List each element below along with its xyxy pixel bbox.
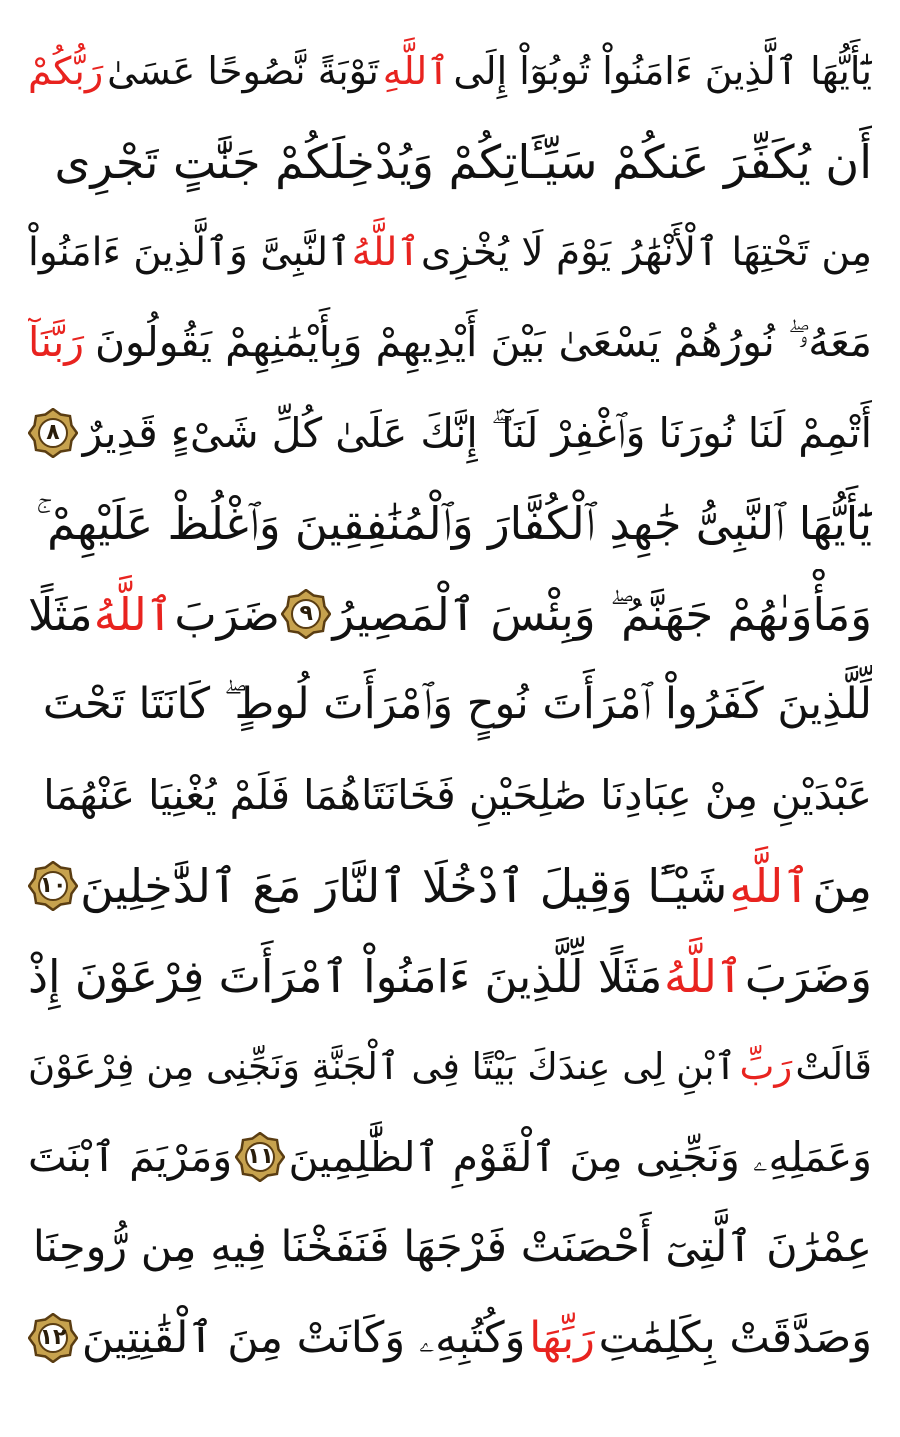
ayah-number-marker [28, 1313, 78, 1363]
verse-text: يَٰٓأَيُّهَا ٱلَّذِينَ ءَامَنُواْ تُوبُوٓاْ إِلَى [453, 49, 872, 94]
text-line [28, 931, 872, 1022]
text-line [28, 750, 872, 841]
ayah-number-marker [235, 1132, 285, 1182]
verse-text: مَثَلًا لِّلَّذِينَ ءَامَنُواْ ٱمْرَأَتَ فِرْعَوْنَ إِذْ [28, 949, 663, 1003]
verse-text: عِمْرَٰنَ ٱلَّتِىٓ أَحْصَنَتْ فَرْجَهَا فَنَفَخْنَا فِيهِ مِن رُّوحِنَا [32, 1222, 872, 1273]
verse-text: وَمَأْوَىٰهُمْ جَهَنَّمُ ۖ وَبِئْسَ ٱلْمَصِيرُ [332, 587, 872, 641]
highlighted-word: رَبَّنَآ [28, 318, 85, 367]
ayah-number: ٨ [46, 420, 60, 446]
verse-text: مِنَ [812, 858, 872, 913]
ayah-number-marker [28, 861, 78, 911]
highlighted-word: رَبُّكُمْ [28, 49, 104, 94]
verse-text: قَالَتْ [795, 1045, 872, 1089]
verse-text: ضَرَبَ [174, 587, 280, 641]
ayah-number: ١٠ [39, 872, 67, 898]
ayah-number-marker [28, 408, 78, 458]
highlighted-word: رَبِّ [739, 1045, 793, 1089]
verse-text: أَن يُكَفِّرَ عَنكُمْ سَيِّـَٔاتِكُمْ وَيُدْخِلَكُمْ جَنَّٰتٍ تَجْرِى [54, 134, 872, 189]
verse-text: وَمَرْيَمَ ٱبْنَتَ [28, 1132, 233, 1181]
verse-text: وَضَرَبَ [744, 949, 872, 1003]
verse-text: مِن تَحْتِهَا ٱلْأَنْهَٰرُ يَوْمَ لَا يُخْزِى [420, 229, 872, 275]
text-line [28, 1022, 872, 1113]
highlighted-word: ٱللَّهُ [93, 587, 174, 641]
text-line [28, 26, 872, 117]
verse-text: مَعَهُۥ ۖ نُورُهُمْ يَسْعَىٰ بَيْنَ أَيْدِيهِمْ وَبِأَيْمَٰنِهِمْ يَقُولُونَ [94, 318, 872, 367]
verse-text: أَتْمِمْ لَنَا نُورَنَا وَٱغْفِرْ لَنَآ ۖ إِنَّكَ عَلَىٰ كُلِّ شَىْءٍ قَدِيرٌ [82, 408, 872, 457]
verse-text-block [28, 26, 872, 1384]
ayah-number: ٩ [299, 601, 313, 627]
text-line [28, 479, 872, 570]
verse-text: لِّلَّذِينَ كَفَرُواْ ٱمْرَأَتَ نُوحٍ وَٱمْرَأَتَ لُوطٍ ۖ كَانَتَا تَحْتَ [42, 679, 872, 730]
text-line [28, 117, 872, 208]
highlighted-word: رَبِّهَا [529, 1312, 595, 1363]
ayah-number-marker [281, 589, 331, 639]
verse-text: يَٰٓأَيُّهَا ٱلنَّبِىُّ جَٰهِدِ ٱلْكُفَّارَ وَٱلْمُنَٰفِقِينَ وَٱغْلُظْ عَلَيْهِمْ ۚ [35, 497, 872, 551]
highlighted-word: ٱللَّهُ [351, 229, 421, 275]
text-line [28, 569, 872, 660]
verse-text: شَيْـًٔا وَقِيلَ ٱدْخُلَا ٱلنَّارَ مَعَ ٱلدَّٰخِلِينَ [80, 858, 728, 913]
text-line [28, 1203, 872, 1294]
ayah-number: ١١ [246, 1144, 274, 1170]
text-line [28, 841, 872, 932]
verse-text: ٱلنَّبِىَّ وَٱلَّذِينَ ءَامَنُواْ [28, 229, 351, 275]
text-line [28, 207, 872, 298]
ayah-number: ١٢ [39, 1325, 67, 1351]
verse-text: وَكُتُبِهِۦ وَكَانَتْ مِنَ ٱلْقَٰنِتِينَ [81, 1312, 526, 1363]
verse-text: مَثَلًا [28, 587, 93, 641]
verse-text: وَعَمَلِهِۦ وَنَجِّنِى مِنَ ٱلْقَوْمِ ٱلظَّٰلِمِينَ [288, 1132, 872, 1181]
verse-text: ٱبْنِ لِى عِندَكَ بَيْتًا فِى ٱلْجَنَّةِ وَنَجِّنِى مِن فِرْعَوْنَ [28, 1045, 737, 1089]
text-line [28, 298, 872, 389]
verse-text: عَبْدَيْنِ مِنْ عِبَادِنَا صَٰلِحَيْنِ فَخَانَتَاهُمَا فَلَمْ يُغْنِيَا عَنْهُمَا [43, 770, 872, 819]
text-line [28, 388, 872, 479]
highlighted-word: ٱللَّهِ [729, 858, 811, 913]
highlighted-word: ٱللَّهُ [664, 949, 744, 1003]
text-line [28, 1112, 872, 1203]
verse-text: تَوْبَةً نَّصُوحًا عَسَىٰ [107, 49, 379, 94]
verse-text: وَصَدَّقَتْ بِكَلِمَٰتِ [598, 1312, 872, 1363]
highlighted-word: ٱللَّهِ [382, 49, 450, 94]
text-line [28, 660, 872, 751]
text-line [28, 1293, 872, 1384]
